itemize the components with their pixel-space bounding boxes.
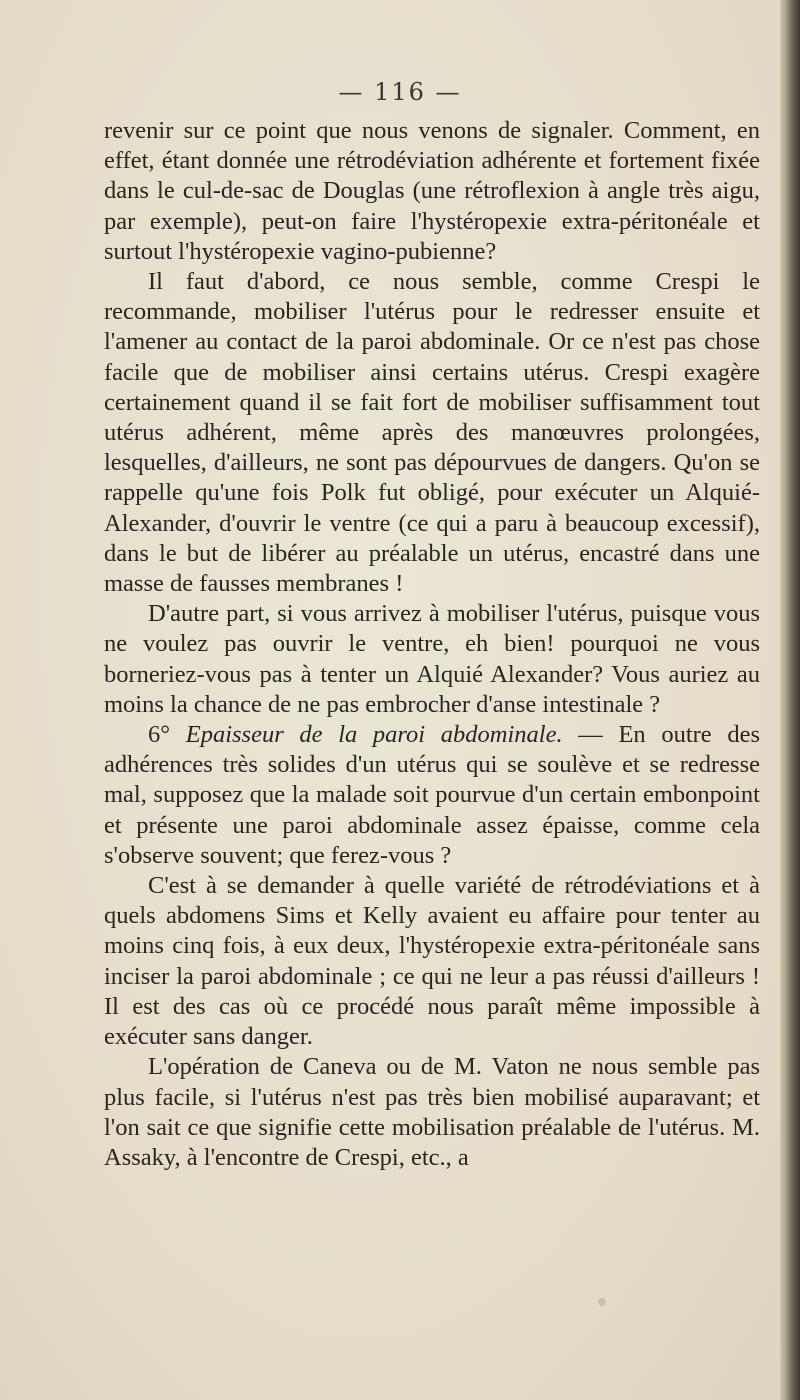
section-number: 6° [148,721,171,749]
paragraph: D'autre part, si vous arrivez à mobiliser l'utérus, puisque vous ne voulez pas ouvrir le ventre, eh bien! pourquoi ne vous borneriez-vous pas à tenter un Alquié Alexander? Vous auriez au moins la chance de ne pas embrocher d'anse intestinale ? [104,600,760,718]
body-text [104,116,760,1173]
page-edge-shadow [780,0,800,1400]
section-paragraph [104,720,760,871]
paper-blemish [598,1298,606,1306]
page-number-header: — 116 — [338,78,462,106]
paragraph: C'est à se demander à quelle variété de rétrodéviations et à quels abdomens Sims et Kelly avaient eu affaire pour tenter au moins cinq fois, à eux deux, l'hystéropexie extra-péritonéale sans inciser la paroi abdominale ; ce qui ne leur a pas réussi d'ailleurs ! Il est des cas où ce procédé nous paraît même impossible à exécuter sans danger. [104,872,760,1051]
paragraph: revenir sur ce point que nous venons de signaler. Comment, en effet, étant donnée une rétrodéviation adhérente et fortement fixée dans le cul-de-sac de Douglas (une rétroflexion à angle très aigu, par exemple), peut-on faire l'hystéropexie extra-péritonéale et surtout l'hystéropexie vagino-pubienne? [104,117,760,265]
section-text: — En outre des adhérences très solides d'un utérus qui se soulève et se redresse mal, supposez que la malade soit pourvue d'un certain embonpoint et présente une paroi abdominale assez épaisse, comme cela s'observe souvent; que ferez-vous ? [104,721,760,869]
section-heading: Epaisseur de la paroi abdominale. [185,721,563,749]
paragraph: Il faut d'abord, ce nous semble, comme Crespi le recommande, mobiliser l'utérus pour le redresser ensuite et l'amener au contact de la paroi abdominale. Or ce n'est pas chose facile que de mobiliser ainsi certains utérus. Crespi exagère certainement quand il se fait fort de mobiliser suffisamment tout utérus adhérent, même après des manœuvres prolongées, lesquelles, d'ailleurs, ne sont pas dépourvues de dangers. Qu'on se rappelle qu'une fois Polk fut obligé, pour exécuter un Alquié-Alexander, d'ouvrir le ventre (ce qui a paru à beaucoup excessif), dans le but de libérer au préalable un utérus, encastré dans une masse de fausses membranes ! [104,268,760,598]
paragraph: L'opération de Caneva ou de M. Vaton ne nous semble pas plus facile, si l'utérus n'est pas très bien mobilisé auparavant; et l'on sait ce que signifie cette mobilisation préalable de l'utérus. M. Assaky, à l'encontre de Crespi, etc., a [104,1053,760,1171]
